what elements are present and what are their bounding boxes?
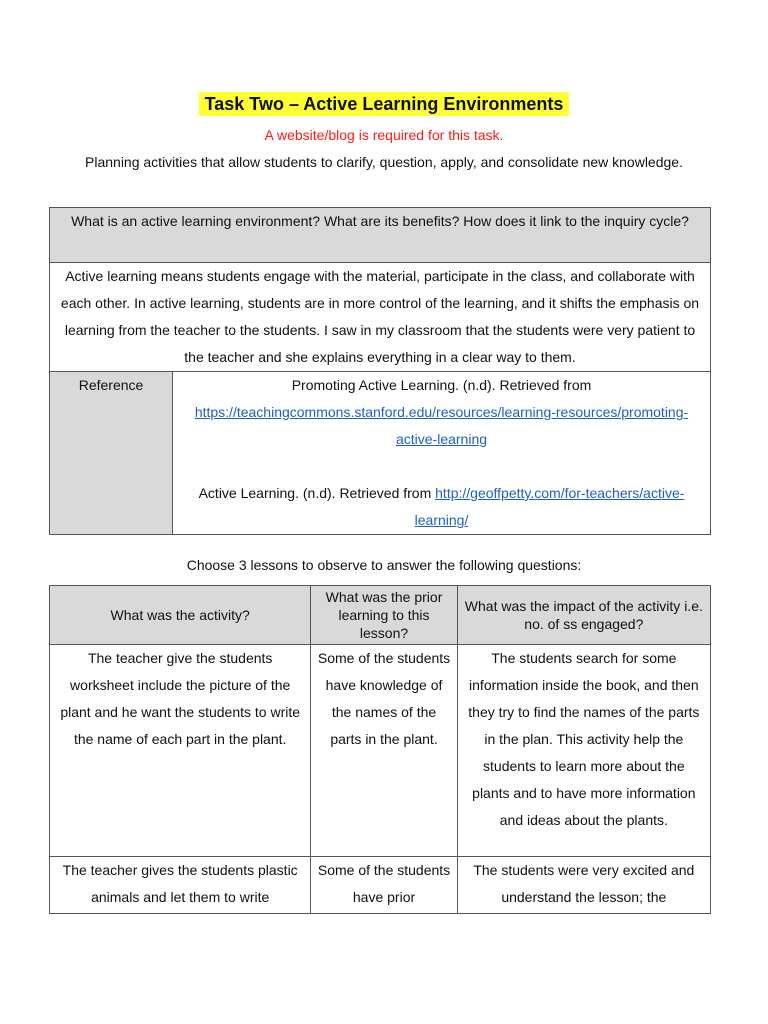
reference-label: Reference bbox=[50, 372, 173, 535]
question-row bbox=[50, 208, 711, 263]
prior-learning-cell: Some of the students have knowledge of the names of the parts in the plant. bbox=[311, 645, 457, 857]
question-cell: What is an active learning environment? What are its benefits? How does it link to the inquiry cycle? bbox=[50, 208, 711, 263]
activity-cell: The teacher give the students worksheet include the picture of the plant and he want the students to write the name of each part in the plant. bbox=[50, 645, 311, 857]
impact-cell: The students were very excited and understand the lesson; the bbox=[457, 857, 710, 914]
answer-row bbox=[50, 263, 711, 372]
choose-lessons-text: Choose 3 lessons to observe to answer the following questions: bbox=[186, 557, 582, 573]
header-impact: What was the impact of the activity i.e. no. of ss engaged? bbox=[457, 586, 710, 645]
impact-cell: The students search for some information inside the book, and then they try to find the names of the parts in the plan. This activity help the students to learn more about the plants and to have more information and ideas about the plants. bbox=[457, 645, 710, 857]
title-wrap bbox=[0, 92, 768, 116]
table-row bbox=[50, 645, 711, 857]
active-learning-table bbox=[49, 207, 711, 535]
reference-spacer bbox=[179, 453, 704, 480]
answer-cell: Active learning means students engage with the material, participate in the class, and collaborate with each other. In active learning, students are in more control of the learning, and it shifts the emphasis on learning from the teacher to the students. I saw in my classroom that the students were very patient to the teacher and she explains everything in a clear way to them. bbox=[50, 263, 711, 372]
prior-learning-cell: Some of the students have prior bbox=[311, 857, 457, 914]
reference-row bbox=[50, 372, 711, 535]
reference-2-link[interactable]: http://geoffpetty.com/for-teachers/active-learning/ bbox=[414, 485, 685, 528]
reference-1 bbox=[179, 372, 704, 453]
table-row bbox=[50, 857, 711, 914]
activity-cell: The teacher gives the students plastic animals and let them to write bbox=[50, 857, 311, 914]
requirement-note: A website/blog is required for this task. bbox=[264, 127, 504, 143]
reference-1-text: Promoting Active Learning. (n.d). Retrieved from bbox=[291, 377, 592, 393]
intro-text: Planning activities that allow students to clarify, question, apply, and consolidate new knowledge. bbox=[85, 154, 683, 170]
header-activity: What was the activity? bbox=[50, 586, 311, 645]
lessons-header-row bbox=[50, 586, 711, 645]
header-prior-learning: What was the prior learning to this lesson? bbox=[311, 586, 457, 645]
lessons-table bbox=[49, 585, 711, 914]
reference-body bbox=[173, 372, 711, 535]
page-title: Task Two – Active Learning Environments bbox=[199, 92, 570, 116]
reference-2-text: Active Learning. (n.d). Retrieved from bbox=[198, 485, 432, 501]
reference-1-link[interactable]: https://teachingcommons.stanford.edu/resources/learning-resources/promoting-active-learning bbox=[194, 404, 689, 447]
reference-2 bbox=[179, 480, 704, 534]
